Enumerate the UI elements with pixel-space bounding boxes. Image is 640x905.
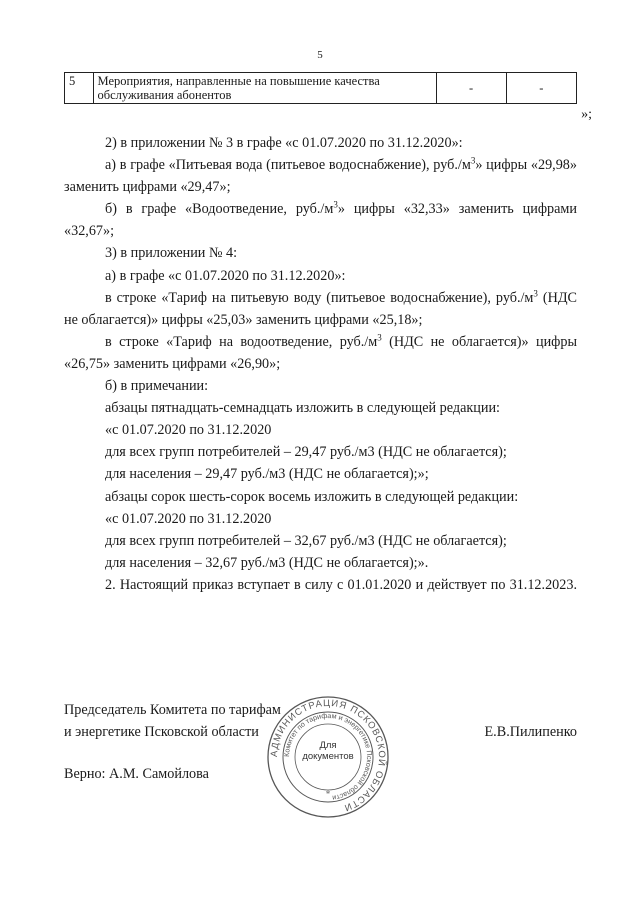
paragraph: для населения – 29,47 руб./м3 (НДС не облагается);»; — [105, 466, 429, 483]
paragraph: 2. Настоящий приказ вступает в силу с 01.01.2020 и действует по 31.12.2023. — [105, 576, 577, 593]
seal-outer-text: АДМИНИСТРАЦИЯ ПСКОВСКОЙ ОБЛАСТИ — [267, 696, 389, 815]
row-description: Мероприятия, направленные на повышение качества обслуживания абонентов — [93, 73, 436, 104]
superscript: 3 — [333, 199, 338, 210]
superscript: 3 — [377, 332, 382, 343]
signatory-name: Е.В.Пилипенко — [484, 724, 577, 740]
paragraph: 3) в приложении № 4: — [105, 245, 238, 262]
table-row — [65, 73, 577, 104]
paragraph: в строке «Тариф на питьевую воду (питьевое водоснабжение), $руб./м^3$ (НДС не облагается)» цифры «25,03» заменить цифрами «25,18»; — [64, 287, 577, 328]
row-number: 5 — [65, 73, 94, 104]
paragraph: а) в графе «с 01.07.2020 по 31.12.2020»: — [105, 267, 346, 284]
paragraph: для населения – 32,67 руб./м3 (НДС не облагается);». — [105, 554, 429, 571]
paragraph: для всех групп потребителей – 32,67 руб./м3 (НДС не облагается); — [105, 532, 507, 549]
paragraph: абзацы пятнадцать-семнадцать изложить в следующей редакции: — [105, 400, 500, 417]
paragraph: 2) в приложении № 3 в графе «с 01.07.2020 по 31.12.2020»: — [105, 135, 463, 151]
paragraph: абзацы сорок шесть-сорок восемь изложить в следующей редакции: — [105, 488, 519, 505]
seal-inner-text: Комитет по тарифам и энергетике Псковской области — [281, 710, 375, 803]
svg-text:*: * — [325, 789, 331, 799]
superscript: 3 — [470, 155, 476, 166]
signatory-position: Председатель Комитета по тарифам и энергетике Псковской области — [64, 702, 281, 741]
certified-copy-note: Верно: А.М. Самойлова — [64, 766, 209, 782]
superscript: 3 — [533, 287, 538, 298]
paragraph: в строке «Тариф на водоотведение, $руб./м^3$ (НДС не облагается)» цифры «26,75» заменить цифрами «26,90»; — [64, 332, 577, 372]
page-number: 5 — [317, 49, 323, 61]
row-value-1: - — [436, 73, 506, 104]
row-value-2: - — [506, 73, 576, 104]
paragraph: для всех групп потребителей – 29,47 руб./м3 (НДС не облагается); — [105, 444, 507, 461]
quote-closing: »; — [581, 107, 592, 122]
paragraph: «с 01.07.2020 по 31.12.2020 — [105, 422, 272, 439]
seal-center: Для документов — [302, 740, 354, 762]
paragraph: б) в графе «Водоотведение, $руб./м^3$» цифры «32,33» заменить цифрами «32,67»; — [64, 199, 577, 240]
document-body — [64, 132, 577, 596]
paragraph: «с 01.07.2020 по 31.12.2020 — [105, 510, 272, 527]
paragraph: а) в графе «Питьевая вода (питьевое водоснабжение), $руб./м^3$» цифры «29,98» заменить цифрами «29,47»; — [64, 155, 577, 196]
measures-table — [64, 72, 577, 104]
paragraph: б) в примечании: — [105, 378, 209, 395]
